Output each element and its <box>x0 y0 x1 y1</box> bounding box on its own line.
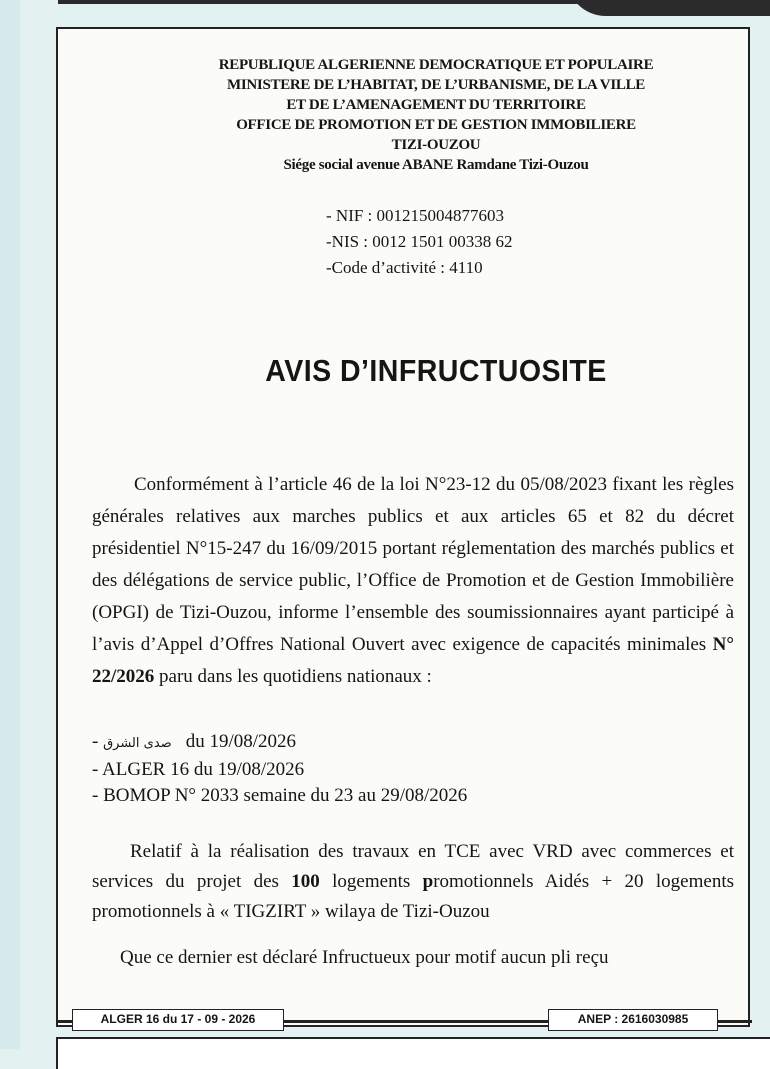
header-city: TIZI-OUZOU <box>391 137 481 153</box>
intro-text-end: paru dans les quotidiens nationaux : <box>154 666 432 687</box>
intro-paragraph <box>92 469 734 693</box>
project-text: Relatif à la réalisation des travaux en TCE avec VRD avec commerces et services du projet des <box>92 841 734 892</box>
project-text: romotionnels Aidés + 20 logements promotionnels à « TIGZIRT » wilaya de Tizi-Ouzou <box>92 871 734 922</box>
nis-number: -NIS : 0012 1501 00338 62 <box>326 232 513 251</box>
list-dash: - <box>92 731 104 752</box>
publication-date: du 19/08/2026 <box>185 731 296 752</box>
issuer-header <box>91 55 770 175</box>
anep-reference-badge: ANEP : 2616030985 <box>548 1009 718 1031</box>
nif-number: - NIF : 001215004877603 <box>326 206 505 225</box>
header-address: Siége social avenue ABANE Ramdane Tizi-Ouzou <box>283 157 589 173</box>
header-office: OFFICE DE PROMOTION ET DE GESTION IMMOBILIERE <box>236 117 636 133</box>
project-text: logements <box>319 871 423 892</box>
notice-frame <box>56 27 750 1027</box>
next-notice-frame <box>56 1037 770 1069</box>
intro-text: Conformément à l’article 46 de la loi N°23-12 du 05/08/2023 fixant les règles générales relatives aux marches publics et aux articles 65 et 82 du décret présidentiel N°15-247 du 16/09/2015 portant réglementation des marchés publics et des délégations de service public, l’Office de Promotion et de Gestion Immobilière (OPGI) de Tizi-Ouzou, informe l’ensemble des soumissionnaires ayant participé à l’avis d’Appel d’Offres National Ouvert avec exigence de capacités minimales <box>92 474 734 655</box>
header-ministry-cont: ET DE L’AMENAGEMENT DU TERRITOIRE <box>286 97 586 113</box>
publication-item <box>92 729 467 757</box>
project-text-bold: p <box>422 871 434 892</box>
page-margin-strip <box>0 0 20 1049</box>
project-paragraph <box>92 837 734 927</box>
unit-count: 100 <box>291 871 320 892</box>
arabic-newspaper-name: صدى الشرق <box>103 736 172 751</box>
activity-code: -Code d’activité : 4110 <box>326 258 483 277</box>
header-ministry: MINISTERE DE L’HABITAT, DE L’URBANISME, DE LA VILLE <box>226 77 645 93</box>
corner-tab <box>566 0 770 16</box>
conclusion-paragraph: Que ce dernier est déclaré Infructueux pour motif aucun pli reçu <box>120 947 609 968</box>
header-republic: REPUBLIQUE ALGERIENNE DEMOCRATIQUE ET POPULAIRE <box>218 57 654 73</box>
publication-source-badge: ALGER 16 du 17 - 09 - 2026 <box>72 1009 284 1031</box>
notice-title: AVIS D’INFRUCTUOSITE <box>265 353 607 388</box>
identifier-block <box>326 203 513 281</box>
publication-item: - BOMOP N° 2033 semaine du 23 au 29/08/2026 <box>92 785 468 806</box>
publication-item: - ALGER 16 du 19/08/2026 <box>92 759 305 780</box>
tender-number: N° 22/2026 <box>92 634 734 687</box>
top-divider <box>58 0 648 4</box>
publication-list <box>92 729 467 809</box>
